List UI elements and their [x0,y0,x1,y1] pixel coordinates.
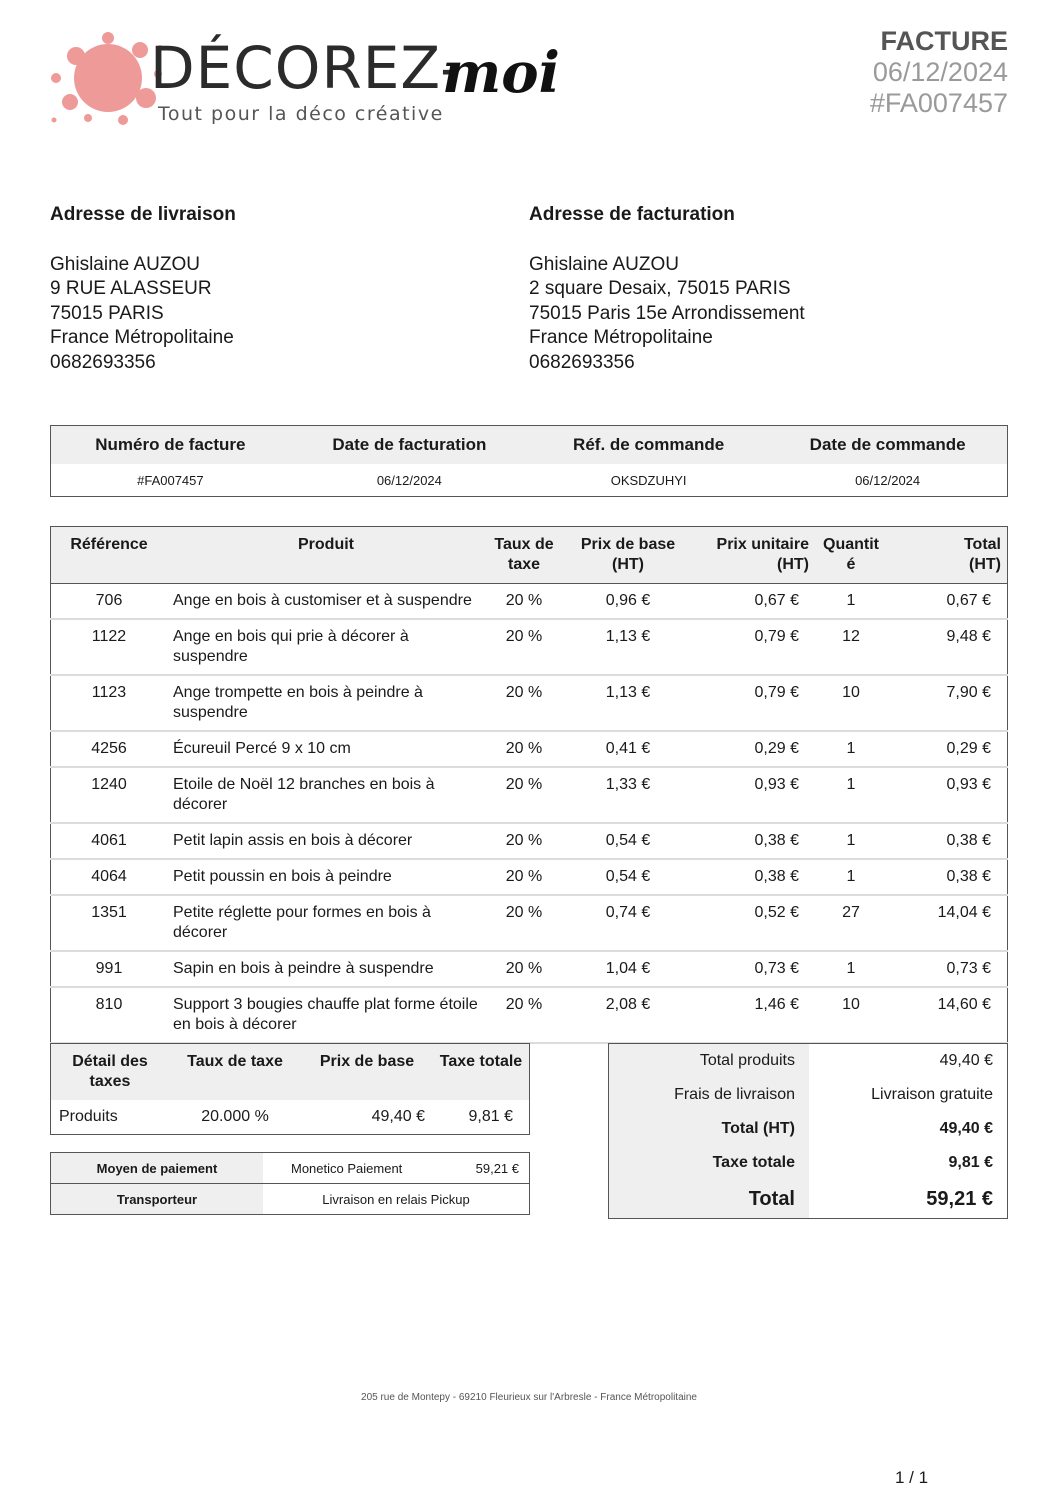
items-body [51,584,1008,1044]
item-tax: 20 % [485,675,563,731]
item-quantity: 1 [815,584,887,620]
item-product: Sapin en bois à peindre à suspendre [167,951,485,987]
item-base-price: 1,13 € [563,675,693,731]
totals-table [608,1043,1008,1219]
footer-address: 205 rue de Montepy - 69210 Fleurieux sur l'Arbresle - France Métropolitaine [361,1392,697,1403]
shipping-line: 75015 PARIS [50,302,164,324]
item-unit-price: 0,79 € [693,675,815,731]
item-product: Ange en bois à customiser et à suspendre [167,584,485,620]
shipping-address [50,203,236,376]
payment-method-amount: 59,21 € [455,1153,530,1184]
item-unit-price: 0,52 € [693,895,815,951]
invoice-date: 06/12/2024 [872,57,1008,87]
tax-row-total: 9,81 € [468,1108,513,1125]
meta-value: OKSDZUHYI [610,472,687,488]
total-tax-label: Taxe totale [609,1146,810,1180]
item-base-price: 0,96 € [563,584,693,620]
shipping-fee-value: Livraison gratuite [871,1086,993,1103]
total-ht-value: 49,40 € [939,1120,993,1137]
billing-line: 0682693356 [529,351,635,373]
tax-row-rate: 20.000 % [201,1108,269,1125]
billing-line: Ghislaine AUZOU [529,253,679,275]
item-unit-price: 1,46 € [693,987,815,1043]
table-row [51,951,1008,987]
invoice-meta-table [50,425,1008,497]
item-total: 14,04 € [887,895,1008,951]
item-quantity: 1 [815,823,887,859]
item-base-price: 1,33 € [563,767,693,823]
item-product: Petite réglette pour formes en bois à décorer [167,895,485,951]
grand-total-label: Total [609,1180,810,1219]
item-tax: 20 % [485,823,563,859]
shipping-line: France Métropolitaine [50,327,234,349]
meta-header: Numéro de facture [51,426,290,465]
shipping-line: Ghislaine AUZOU [50,253,200,275]
item-unit-price: 0,79 € [693,619,815,675]
item-base-price: 0,41 € [563,731,693,767]
shipping-line: 9 RUE ALASSEUR [50,278,212,300]
item-product: Petit poussin en bois à peindre [167,859,485,895]
total-tax-value: 9,81 € [948,1154,993,1171]
item-base-price: 0,54 € [563,859,693,895]
shipping-heading: Adresse de livraison [50,204,236,225]
item-ref: 1123 [51,675,168,731]
brand-tagline: Tout pour la déco créative [158,103,444,125]
item-product: Écureuil Percé 9 x 10 cm [167,731,485,767]
brand-name-accent: moi [442,40,560,106]
item-unit-price: 0,93 € [693,767,815,823]
item-ref: 1240 [51,767,168,823]
item-tax: 20 % [485,619,563,675]
item-ref: 4064 [51,859,168,895]
total-ht-label: Total (HT) [609,1112,810,1146]
billing-line: 2 square Desaix, 75015 PARIS [529,278,791,300]
item-total: 0,38 € [887,859,1008,895]
meta-value: #FA007457 [137,472,204,488]
col-ref-header: Référence [51,527,168,584]
invoice-title: FACTURE [880,26,1008,56]
invoice-header [870,26,1008,119]
item-total: 0,73 € [887,951,1008,987]
table-row [51,731,1008,767]
item-ref: 706 [51,584,168,620]
item-quantity: 10 [815,675,887,731]
item-quantity: 1 [815,859,887,895]
item-unit-price: 0,73 € [693,951,815,987]
grand-total-value: 59,21 € [926,1187,993,1210]
tax-total-header: Taxe totale [433,1044,530,1101]
item-quantity: 27 [815,895,887,951]
item-tax: 20 % [485,987,563,1043]
item-total: 7,90 € [887,675,1008,731]
payment-method-value: Monetico Paiement [263,1153,455,1184]
items-table [50,526,1008,1044]
col-tax-header: Taux de taxe [485,527,563,584]
item-product: Petit lapin assis en bois à décorer [167,823,485,859]
item-quantity: 1 [815,731,887,767]
item-base-price: 0,54 € [563,823,693,859]
item-quantity: 1 [815,951,887,987]
item-product: Support 3 bougies chauffe plat forme étoile en bois à décorer [167,987,485,1043]
page-number: 1 / 1 [895,1468,929,1487]
col-total-header: Total (HT) [887,527,1008,584]
table-row [51,895,1008,951]
tax-row-label: Produits [59,1108,118,1125]
item-quantity: 1 [815,767,887,823]
item-total: 0,67 € [887,584,1008,620]
tax-detail-header: Détail des taxes [51,1044,170,1101]
item-total: 0,29 € [887,731,1008,767]
item-ref: 4256 [51,731,168,767]
shipping-line: 0682693356 [50,351,156,373]
meta-header: Réf. de commande [529,426,768,465]
billing-line: France Métropolitaine [529,327,713,349]
col-product-header: Produit [167,527,485,584]
table-row [51,859,1008,895]
item-base-price: 1,13 € [563,619,693,675]
table-row [51,619,1008,675]
item-quantity: 12 [815,619,887,675]
invoice-number: #FA007457 [869,88,1008,118]
item-unit-price: 0,38 € [693,859,815,895]
item-ref: 4061 [51,823,168,859]
item-unit-price: 0,67 € [693,584,815,620]
table-row [51,987,1008,1043]
item-tax: 20 % [485,859,563,895]
brand-name: DÉCOREZ- [150,34,463,102]
item-total: 14,60 € [887,987,1008,1043]
item-ref: 810 [51,987,168,1043]
tax-rate-header: Taux de taxe [169,1044,301,1101]
item-ref: 1122 [51,619,168,675]
item-total: 0,38 € [887,823,1008,859]
item-total: 0,93 € [887,767,1008,823]
meta-value: 06/12/2024 [376,472,442,488]
item-ref: 1351 [51,895,168,951]
item-unit-price: 0,38 € [693,823,815,859]
item-product: Ange trompette en bois à peindre à suspendre [167,675,485,731]
item-quantity: 10 [815,987,887,1043]
item-tax: 20 % [485,584,563,620]
tax-detail-table [50,1043,530,1135]
item-base-price: 1,04 € [563,951,693,987]
item-total: 9,48 € [887,619,1008,675]
billing-address [529,203,805,376]
item-tax: 20 % [485,895,563,951]
item-product: Etoile de Noël 12 branches en bois à décorer [167,767,485,823]
item-tax: 20 % [485,767,563,823]
carrier-value: Livraison en relais Pickup [263,1184,530,1215]
meta-header: Date de facturation [290,426,529,465]
meta-header: Date de commande [768,426,1007,465]
item-tax: 20 % [485,951,563,987]
carrier-label: Transporteur [51,1184,264,1215]
item-base-price: 0,74 € [563,895,693,951]
tax-base-header: Prix de base [301,1044,433,1101]
item-product: Ange en bois qui prie à décorer à suspendre [167,619,485,675]
table-row [51,675,1008,731]
total-products-value: 49,40 € [939,1052,993,1069]
payment-table [50,1152,530,1215]
item-base-price: 2,08 € [563,987,693,1043]
table-row [51,767,1008,823]
billing-line: 75015 Paris 15e Arrondissement [529,302,805,324]
item-ref: 991 [51,951,168,987]
shipping-fee-label: Frais de livraison [609,1078,810,1112]
item-tax: 20 % [485,731,563,767]
billing-heading: Adresse de facturation [529,204,735,225]
col-unit-header: Prix unitaire (HT) [693,527,815,584]
total-products-label: Total produits [609,1044,810,1079]
table-row [51,584,1008,620]
table-row [51,823,1008,859]
col-base-header: Prix de base (HT) [563,527,693,584]
payment-method-label: Moyen de paiement [51,1153,264,1184]
meta-value: 06/12/2024 [855,472,921,488]
item-unit-price: 0,29 € [693,731,815,767]
tax-row-base: 49,40 € [371,1108,425,1125]
col-qty-header: Quantit é [815,527,887,584]
